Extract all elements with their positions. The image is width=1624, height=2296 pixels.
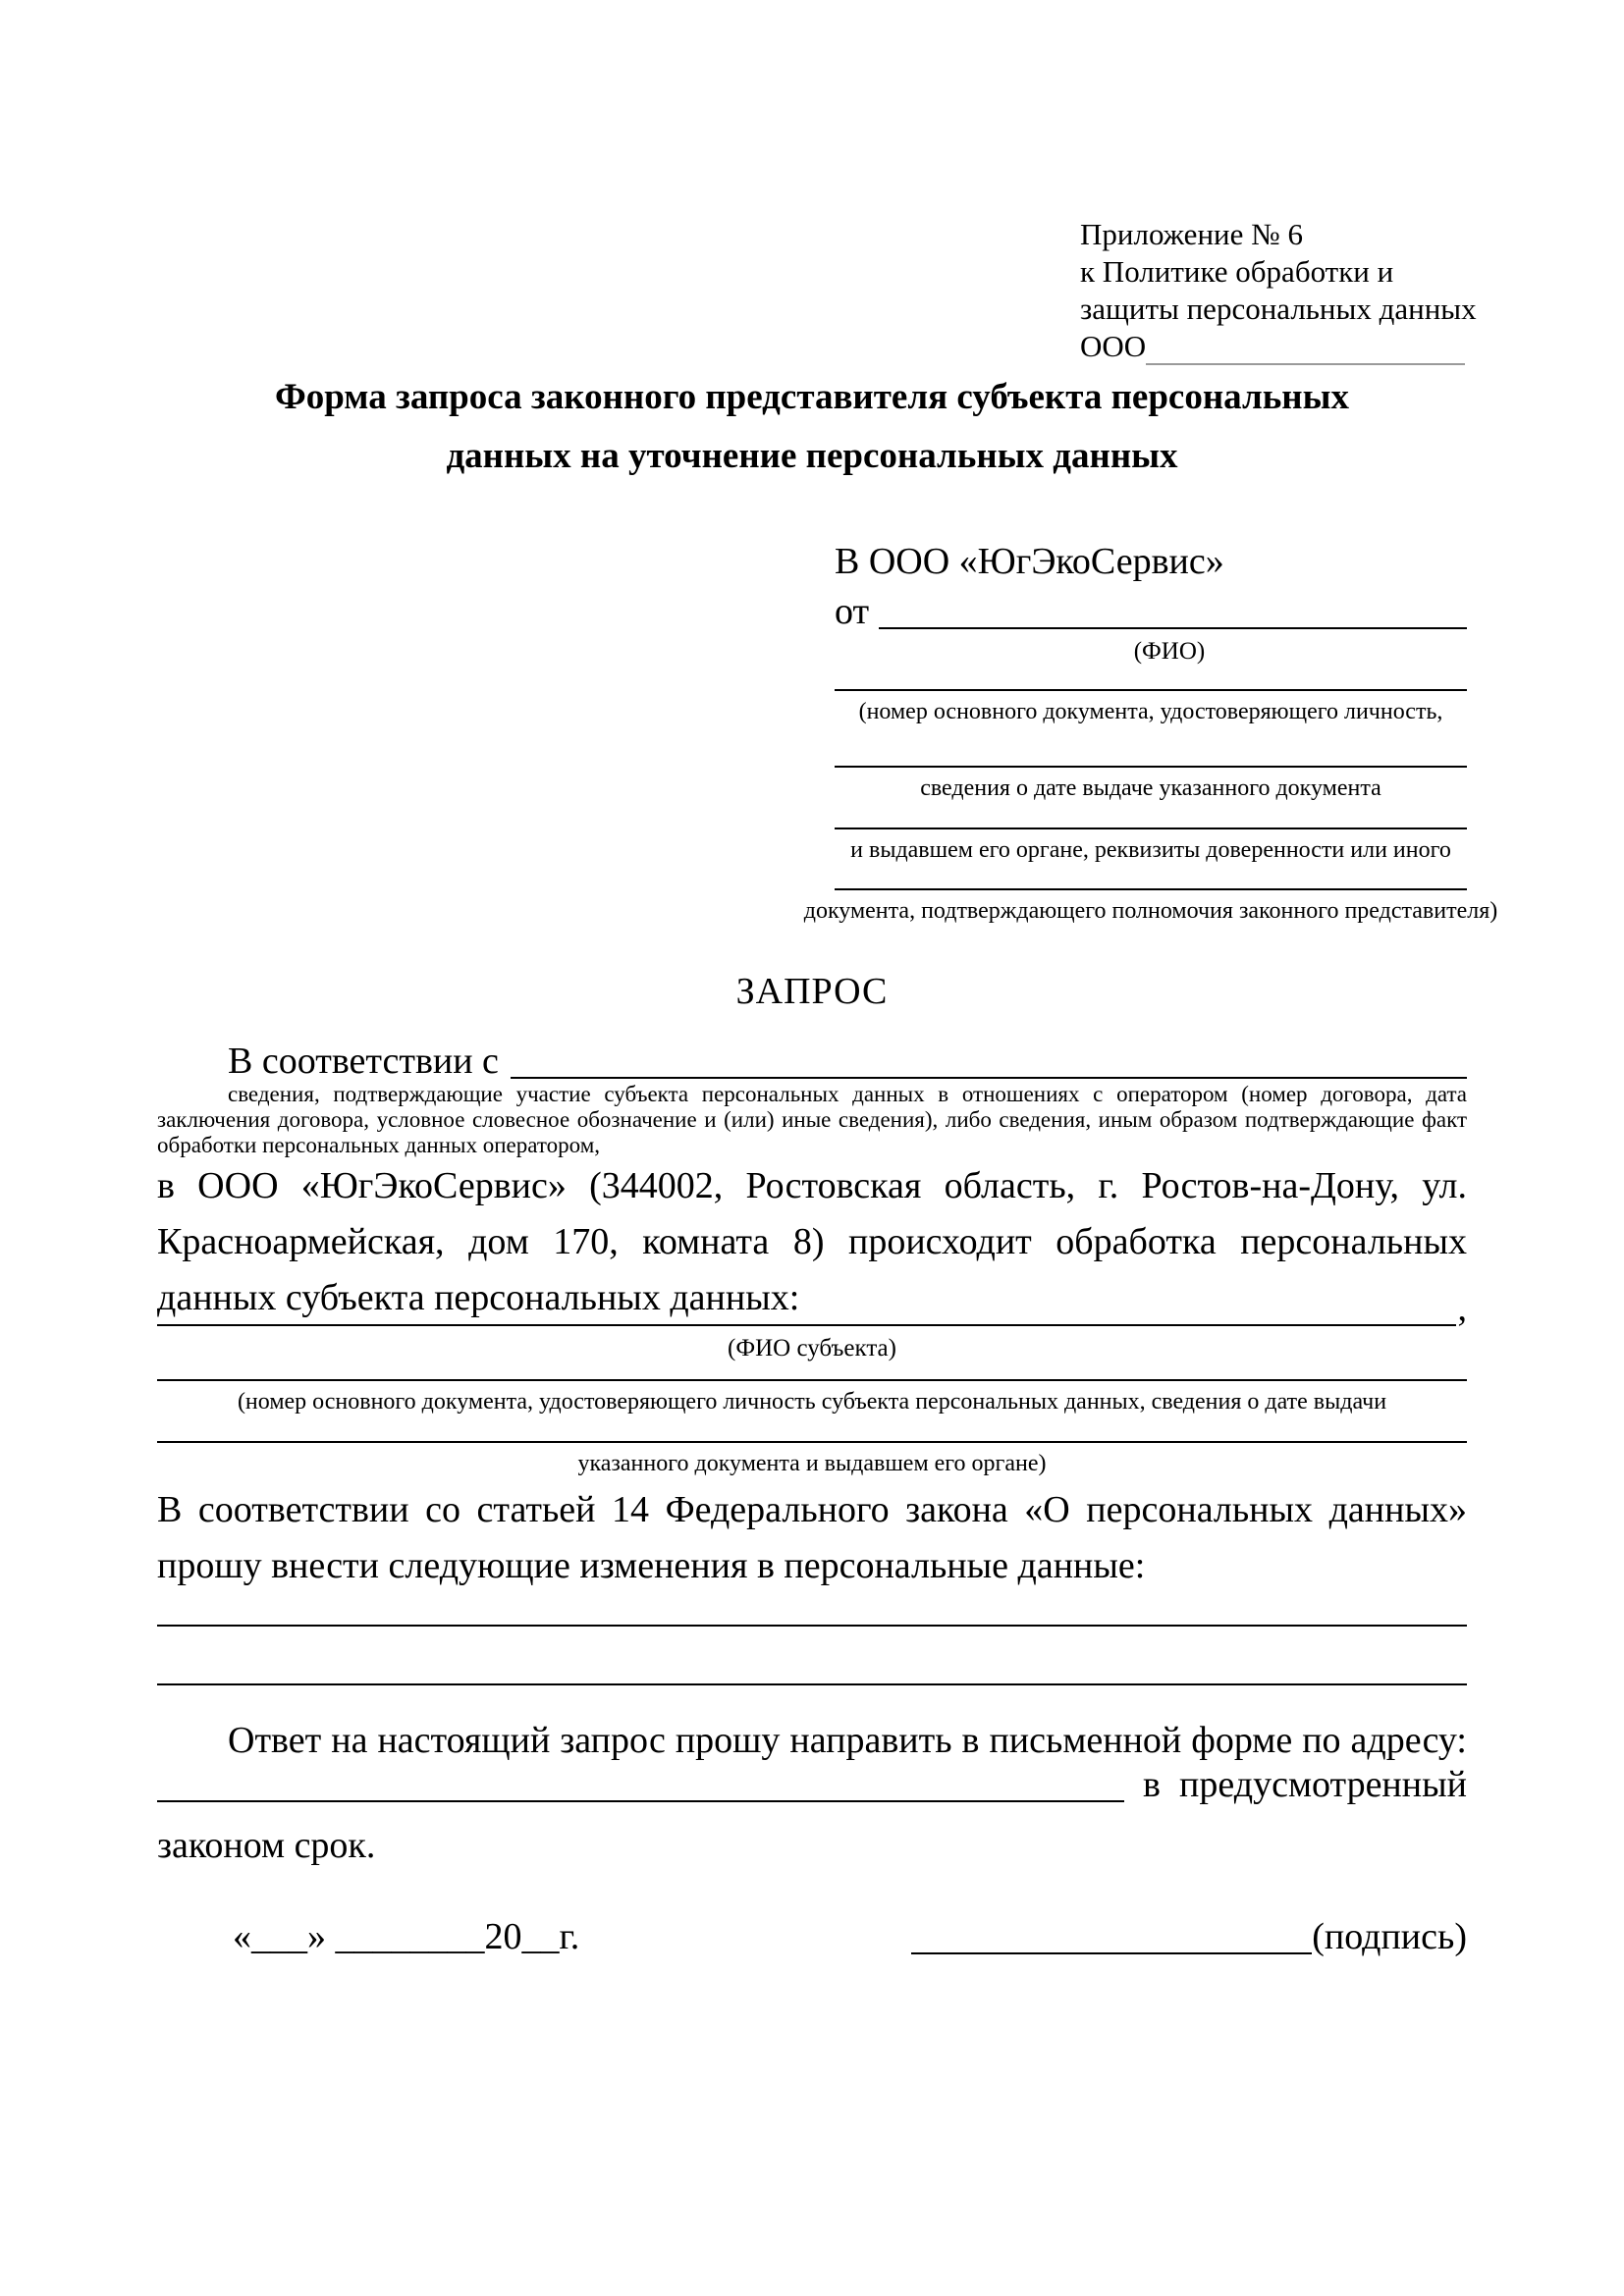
subject-document-blank-line-2[interactable] bbox=[157, 1441, 1467, 1443]
changes-blank-line-2[interactable] bbox=[157, 1683, 1467, 1685]
reply-address-row bbox=[157, 1762, 1467, 1808]
issue-date-blank-line[interactable] bbox=[835, 766, 1467, 768]
reply-sentence-line-1: Ответ на настоящий запрос прошу направить в письменной форме по адресу: bbox=[228, 1720, 1467, 1761]
subject-doc-caption-2: указанного документа и выдавшем его органе) bbox=[577, 1451, 1047, 1476]
reply-word-2: предусмотренный bbox=[1179, 1764, 1467, 1805]
addressee-caption-3: и выдавшем его органе, реквизиты доверенности или иного bbox=[850, 837, 1451, 863]
appendix-line-2: к Политике обработки и bbox=[1080, 254, 1394, 289]
intro-row bbox=[157, 1039, 1467, 1085]
signature-caption: (подпись) bbox=[1312, 1916, 1467, 1957]
law-paragraph: В соответствии со статьей 14 Федерального закона «О персональных данных» прошу внести следующие изменения в персональные данные: bbox=[157, 1489, 1467, 1586]
subject-doc-caption-1: (номер основного документа, удостоверяющего личность субъекта персональных данных, сведения о дате выдачи bbox=[237, 1389, 1387, 1415]
document-title bbox=[157, 368, 1467, 486]
from-label: от bbox=[835, 591, 870, 632]
appendix-company-row bbox=[1080, 328, 1502, 365]
request-heading: ЗАПРОС bbox=[735, 971, 889, 1012]
relation-details-blank-line[interactable] bbox=[511, 1077, 1467, 1079]
from-row bbox=[835, 589, 1467, 635]
changes-blank-line-1[interactable] bbox=[157, 1625, 1467, 1627]
date-placeholder[interactable]: «___» ________20__г. bbox=[233, 1916, 580, 1957]
subject-document-blank-line-1[interactable] bbox=[157, 1379, 1467, 1381]
addressee-caption-4: документа, подтверждающего полномочия законного представителя) bbox=[803, 898, 1498, 924]
appendix-line-3: защиты персональных данных bbox=[1080, 292, 1477, 326]
addressee-organization: В ООО «ЮгЭкоСервис» bbox=[835, 541, 1224, 582]
reply-word-1: в bbox=[1143, 1764, 1161, 1805]
fio-blank-line[interactable] bbox=[879, 627, 1467, 629]
trailing-comma: , bbox=[1457, 1288, 1467, 1329]
fio-caption: (ФИО) bbox=[1133, 638, 1206, 665]
document-title-line-1: Форма запроса законного представителя субъекта персональных bbox=[274, 377, 1349, 417]
footer-row bbox=[157, 1914, 1467, 1960]
issuing-authority-blank-line[interactable] bbox=[835, 828, 1467, 829]
signature-group bbox=[911, 1914, 1467, 1960]
appendix-block bbox=[1080, 216, 1502, 365]
addressee-caption-1: (номер основного документа, удостоверяющего личность, bbox=[858, 699, 1443, 724]
document-title-line-2: данных на уточнение персональных данных bbox=[446, 436, 1178, 476]
intro-footnote: сведения, подтверждающие участие субъекта персональных данных в отношениях с оператором (номер договора, дата заключения договора, условное словесное обозначение и (или) иные сведения), либо сведения, иным образом подтверждающие факт обработки персональных данных оператором, bbox=[157, 1082, 1467, 1157]
subject-fio-blank-line[interactable] bbox=[157, 1324, 1456, 1326]
subject-fio-row bbox=[157, 1286, 1467, 1332]
company-label: ООО bbox=[1080, 329, 1147, 363]
signature-blank-line[interactable] bbox=[911, 1952, 1312, 1954]
reply-sentence-line-3: законом срок. bbox=[157, 1825, 376, 1866]
appendix-line-1: Приложение № 6 bbox=[1080, 217, 1303, 251]
addressee-caption-2: сведения о дате выдаче указанного документа bbox=[920, 775, 1381, 801]
reply-address-blank-line[interactable] bbox=[157, 1800, 1124, 1802]
intro-label: В соответствии с bbox=[228, 1041, 499, 1082]
operator-paragraph: в ООО «ЮгЭкоСервис» (344002, Ростовская область, г. Ростов-на-Дону, ул. Красноармейская, дом 170, комната 8) происходит обработка персональных данных субъекта персональных данных: bbox=[157, 1165, 1467, 1318]
authority-document-blank-line[interactable] bbox=[835, 888, 1467, 890]
document-number-blank-line[interactable] bbox=[835, 689, 1467, 691]
company-name-blank-line[interactable] bbox=[1146, 330, 1465, 365]
subject-fio-caption: (ФИО субъекта) bbox=[728, 1335, 896, 1362]
